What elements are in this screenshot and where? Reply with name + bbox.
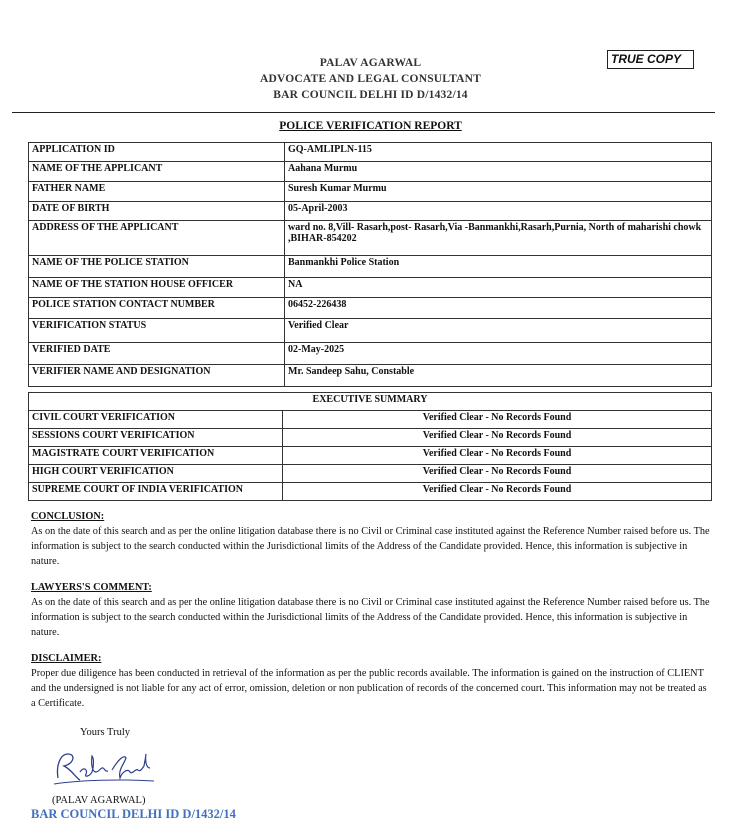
table-row	[29, 429, 712, 447]
detail-value: Verified Clear	[285, 319, 712, 343]
summary-label: SESSIONS COURT VERIFICATION	[29, 429, 283, 447]
detail-label: ADDRESS OF THE APPLICANT	[29, 221, 285, 256]
summary-value: Verified Clear - No Records Found	[283, 483, 712, 501]
detail-value: Aahana Murmu	[285, 162, 712, 182]
disclaimer-text: Proper due diligence has been conducted in retrieval of the information as per the public records available. The information is gained on the instruction of CLIENT and the undersigned is not liable for any act of error, omission, deletion or non publication of records of the concerned court. This information may not be treated as a Certificate.	[31, 668, 707, 709]
bar-council-id: BAR COUNCIL DELHI ID D/1432/14	[273, 89, 468, 101]
true-copy-stamp: TRUE COPY	[607, 50, 694, 69]
table-row	[29, 465, 712, 483]
detail-label: APPLICATION ID	[29, 143, 285, 162]
detail-value: ward no. 8,Vill- Rasarh,post- Rasarh,Via -Banmankhi,Rasarh,Purnia, North of maharishi chowk ,BIHAR-854202	[285, 221, 712, 256]
table-row	[29, 162, 712, 182]
summary-label: CIVIL COURT VERIFICATION	[29, 411, 283, 429]
detail-value: NA	[285, 278, 712, 298]
detail-label: VERIFICATION STATUS	[29, 319, 285, 343]
summary-label: HIGH COURT VERIFICATION	[29, 465, 283, 483]
advocate-title: ADVOCATE AND LEGAL CONSULTANT	[259, 73, 482, 85]
table-row	[29, 365, 712, 387]
signatory-bar-id: BAR COUNCIL DELHI ID D/1432/14	[31, 807, 236, 821]
table-row	[29, 319, 712, 343]
summary-value: Verified Clear - No Records Found	[283, 429, 712, 447]
executive-summary-table	[28, 392, 712, 501]
table-row	[29, 221, 712, 256]
detail-value: 05-April-2003	[285, 202, 712, 221]
summary-label: SUPREME COURT OF INDIA VERIFICATION	[29, 483, 283, 501]
table-row	[29, 483, 712, 501]
advocate-name: PALAV AGARWAL	[319, 57, 422, 69]
detail-label: DATE OF BIRTH	[29, 202, 285, 221]
lawyers-comment-section	[31, 580, 711, 640]
detail-value: 02-May-2025	[285, 343, 712, 365]
detail-value: Banmankhi Police Station	[285, 256, 712, 278]
detail-label: NAME OF THE POLICE STATION	[29, 256, 285, 278]
detail-label: VERIFIER NAME AND DESIGNATION	[29, 365, 285, 387]
conclusion-text: As on the date of this search and as per the online litigation database there is no Civil or Criminal case instituted against the Reference Number raised before us. The information is subject to the search conducted within the Jurisdictional limits of the Address of the Candidate provided. Hence, this information is subjective in nature.	[31, 526, 710, 567]
signatory-name: (PALAV AGARWAL)	[52, 795, 146, 806]
table-row	[29, 298, 712, 319]
report-title: POLICE VERIFICATION REPORT	[279, 120, 462, 132]
summary-label: MAGISTRATE COURT VERIFICATION	[29, 447, 283, 465]
detail-label: NAME OF THE APPLICANT	[29, 162, 285, 182]
table-row	[29, 202, 712, 221]
detail-label: NAME OF THE STATION HOUSE OFFICER	[29, 278, 285, 298]
detail-value: Suresh Kumar Murmu	[285, 182, 712, 202]
detail-value: 06452-226438	[285, 298, 712, 319]
table-row	[29, 393, 712, 411]
closing-salutation: Yours Truly	[80, 727, 131, 738]
summary-value: Verified Clear - No Records Found	[283, 411, 712, 429]
details-table	[28, 142, 712, 387]
lawyers-comment-text: As on the date of this search and as per the online litigation database there is no Civil or Criminal case instituted against the Reference Number raised before us. The information is subject to the search conducted within the Jurisdictional limits of the Address of the Candidate provided. Hence, this information is subjective in nature.	[31, 597, 710, 638]
summary-value: Verified Clear - No Records Found	[283, 447, 712, 465]
table-row	[29, 343, 712, 365]
detail-label: FATHER NAME	[29, 182, 285, 202]
detail-label: VERIFIED DATE	[29, 343, 285, 365]
executive-summary-header: EXECUTIVE SUMMARY	[29, 393, 712, 411]
lawyers-comment-heading: LAWYERS'S COMMENT:	[31, 582, 152, 593]
handwritten-signature	[50, 748, 160, 788]
disclaimer-section	[31, 651, 711, 711]
table-row	[29, 411, 712, 429]
table-row	[29, 447, 712, 465]
detail-value: GQ-AMLIPLN-115	[285, 143, 712, 162]
conclusion-heading: CONCLUSION:	[31, 511, 105, 522]
summary-value: Verified Clear - No Records Found	[283, 465, 712, 483]
header-divider	[12, 112, 715, 113]
conclusion-section	[31, 509, 711, 569]
disclaimer-heading: DISCLAIMER:	[31, 653, 102, 664]
table-row	[29, 143, 712, 162]
detail-value: Mr. Sandeep Sahu, Constable	[285, 365, 712, 387]
table-row	[29, 182, 712, 202]
detail-label: POLICE STATION CONTACT NUMBER	[29, 298, 285, 319]
table-row	[29, 256, 712, 278]
table-row	[29, 278, 712, 298]
